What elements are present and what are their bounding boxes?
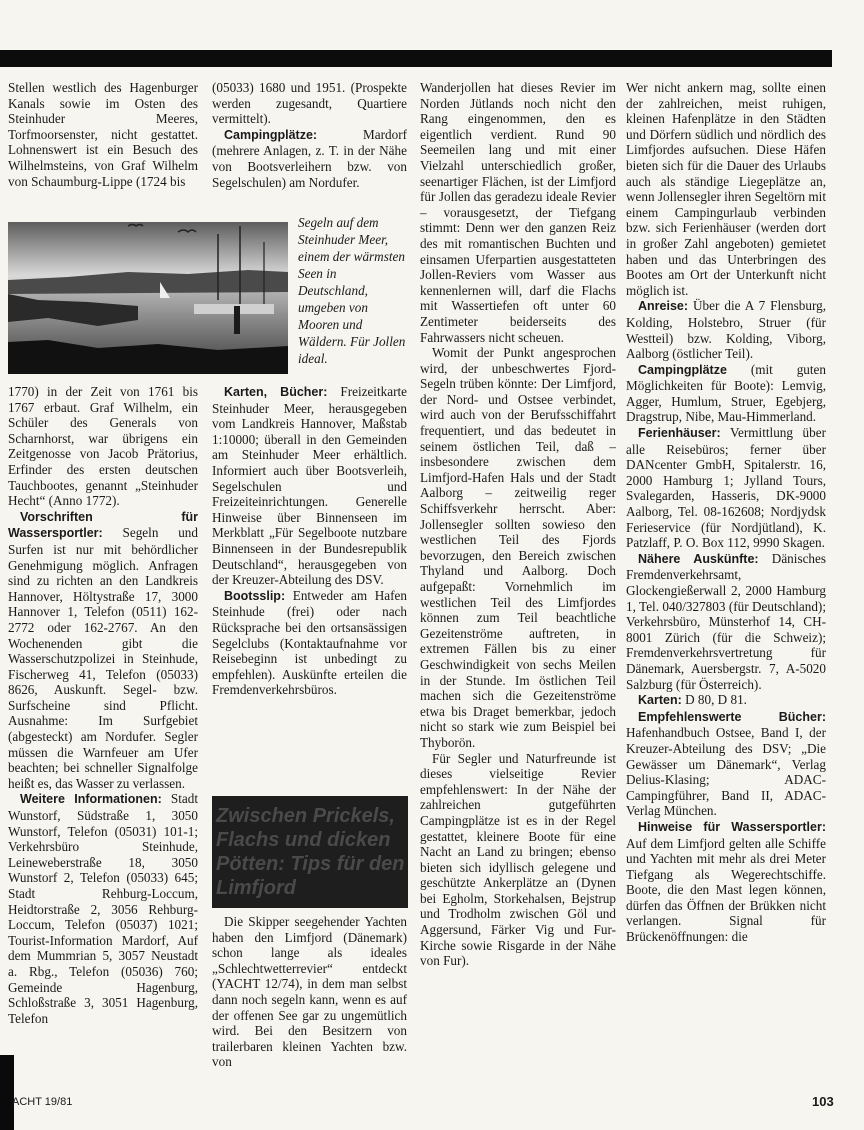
paragraph: Campingplätze: Mardorf (mehrere Anlagen, z. T. in der Nähe von Bootsverleihern bzw. von Segelschulen) am Nordufer. xyxy=(212,126,407,190)
lake-photo xyxy=(8,222,288,374)
paragraph: Wanderjollen hat dieses Revier im Norden Jütlands noch nicht den Rang eingenommen, den es eigentlich verdient. Rund 90 Seemeilen lang und mit einer Vielzahl unterschiedlich großer, seenartiger Flächen, ist der Limfjord für Jollen das geradezu ideale Revier – vorausgesetzt, der Tiefgang stimmt: Denn wer den ganzen Reiz des mit romantischen Buchten und einsamen Uferpartien ausgestatteten Jollen-Reviers vom Wasser aus kennenlernen will, darf die Flachs mit Wassertiefen oft unter 60 Zentimeter beiderseits des Fahrwassers nicht scheuen. xyxy=(420,80,616,345)
column-2-middle xyxy=(212,384,407,698)
paragraph: Weitere Informationen: Stadt Wunstorf, Südstraße 1, 3050 Wunstorf, Telefon (05031) 101-1; Verkehrsbüro Steinhude, Leineweberstraße 18, 3050 Wunstorf 2, Telefon (05033) 645; Stadt Rehburg-Loccum, Heidtorstraße 2, 3056 Rehburg-Loccum, Telefon (05037) 1021; Tourist-Information Mardorf, Auf dem Mummrian 5, 3057 Neustadt a. Rbg., Telefon (05036) 760; Gemeinde Hagenburg, Schloßstraße 3, 3051 Hagenburg, Telefon xyxy=(8,791,198,1026)
paragraph: Womit der Punkt angesprochen wird, der unbeschwertes Fjord-Segeln trüben könnte: Der Limfjord, der Nord- und Ostsee verbindet, wird auch von der Berufsschiffahrt frequentiert, und das bedeutet in seinem östlichen Teil, daß – insbesondere zwischen dem Limfjord-Hafen Hals und der Stadt Aalborg – zeitweilig reger Schiffsverkehr herrscht. Aber: Jollensegler sollten sowieso den westlichen Teil des Fjords bevorzugen, den Bereich zwischen Thyland und Aalborg. Doch aufgepaßt: Vornehmlich im westlichen Teil des Limfjordes können zum Teil beachtliche Gezeitenströme auftreten, in extremen Fällen bis zu einer Geschwindigkeit von sechs Meilen in der Stunde. Im östlichen Teil machen sich die Gezeitenströme etwa bis Draget bemerkbar, jedoch nicht so stark wie zum Beispiel bei Thyborön. xyxy=(420,345,616,750)
paragraph: Ferienhäuser: Vermittlung über alle Reisebüros; ferner über DANcenter GmbH, Spitalerstr. 16, 2000 Hamburg 1; Jylland Tours, Svalegarden, Hasseris, DK-9000 Aalborg, Tel. 08-162608; Nordjydsk Ferieservice (für Nordjütland), K. Patzlaff, P. O. Box 112, 9990 Skagen. xyxy=(626,425,826,551)
paragraph: Vorschriften für Wassersportler: Segeln und Surfen ist nur mit behördlicher Genehmigung möglich. Anfragen sind zu richten an den Landkreis Hannover, Höltystraße 17, 3000 Hannover 1, Telefon (0511) 162-2772 oder 162-2767. An den Wochenenden gibt die Wasserschutzpolizei in Steinhude, Fischerweg 41, Telefon (05033) 8626, Auskunft. Segel- bzw. Surfscheine sind Pflicht. Ausnahme: Im Surfgebiet (abgesteckt) am Nordufer. Segler müssen die Warnfeuer am Ufer beachten; bei schneller Signalfolge heißt es, das Wasser zu verlassen. xyxy=(8,509,198,791)
paragraph: Anreise: Über die A 7 Flensburg, Kolding, Holstebro, Struer (für Westteil) bzw. Kolding, Viborg, Aalborg (östlicher Teil). xyxy=(626,298,826,362)
subhead: Nähere Auskünfte: xyxy=(638,551,759,566)
paragraph: (05033) 1680 und 1951. (Prospekte werden zugesandt, Quartiere vermittelt). xyxy=(212,80,407,127)
subhead: Vorschriften für Wassersportler: xyxy=(8,509,198,541)
paragraph: Bootsslip: Entweder am Hafen Steinhude (frei) oder nach Rücksprache bei den ortsansässigen Segelclubs (Kontaktaufnahme vor Reisebeginn ist unbedingt zu empfehlen). Auskünfte erteilen die Fremdenverkehrsbüros. xyxy=(212,587,407,698)
paragraph: Hinweise für Wassersportler: Auf dem Limfjord gelten alle Schiffe und Yachten mit mehr als drei Meter Tiefgang als Wegerechtschiffe. Boote, die den Mast legen können, dürfen das Öffnen der Brükken nicht verlangen. Signal für Brückenöffnungen: die xyxy=(626,819,826,945)
subhead: Campingplätze: xyxy=(224,127,318,142)
paragraph: Campingplätze (mit guten Möglichkeiten für Boote): Lemvig, Agger, Humlum, Struer, Egebjerg, Dragstrup, Nibe, Mau-Himmerland. xyxy=(626,361,826,425)
subhead: Weitere Informationen: xyxy=(20,792,162,807)
column-2-top xyxy=(212,80,407,190)
paragraph: Nähere Auskünfte: Dänisches Fremdenverkehrsamt, Glockengießerwall 2, 2000 Hamburg 1, Tel. 040/327803 (für Deutschland); Verkehrsbüro, Münsterhof 14, CH-8001 Zürich (für die Schweiz); Fremdenverkehrsvertretung für Dänemark, Auersbergstr. 7, A-5020 Salzburg (für Österreich). xyxy=(626,550,827,692)
subhead: Karten: xyxy=(638,693,682,708)
top-rule xyxy=(0,50,832,67)
page-number: 103 xyxy=(812,1094,834,1109)
paragraph: Wer nicht ankern mag, sollte einen der zahlreichen, meist ruhigen, kleinen Hafenplätze in den Städten und Dörfern südlich und nördlich des Limfjordes aufsuchen. Diese Häfen bieten sich für die Dauer des Urlaubs auch als ständige Liegeplätze an, wenn Jollensegler ihren Segeltörn mit einem Campingurlaub verbinden bzw. sich Ferienhäuser (werden dort in großer Zahl angeboten) gemietet haben und das Unterbringen des Bootes am Ort der Unterkunft nicht möglich ist. xyxy=(626,80,826,298)
headline-box xyxy=(212,796,408,908)
paragraph: Karten, Bücher: Freizeitkarte Steinhuder Meer, herausgegeben vom Landkreis Hannover, Maßstab 1:10000; überall in den Gemeinden am Steinhuder Meer erhältlich. Informiert auch über Bootsverleih, Segelschulen und Freizeiteinrichtungen. Generelle Hinweise über Binnenseen im Merkblatt „Für Segelboote nutzbare Binnenseen in der Bundesrepublik Deutschland“, herausgegeben von der Kreuzer-Abteilung des DSV. xyxy=(212,384,407,588)
column-1-top xyxy=(8,80,198,189)
subhead: Ferienhäuser: xyxy=(638,426,721,441)
paragraph: 1770) in der Zeit von 1761 bis 1767 erbaut. Graf Wilhelm, ein Schüler des Generals von Scharnhorst, war übrigens ein Zeitgenosse von Jacob Prätorius, Erfinder des ersten deutschen Tauchbootes, genannt „Steinhuder Hecht“ (Anno 1772). xyxy=(8,384,198,509)
photo-caption: Segeln auf dem Steinhuder Meer, einem der wärmsten Seen in Deutschland, umgeben von Mooren und Wäldern. Für Jollen ideal. xyxy=(298,215,406,366)
column-1-bottom xyxy=(8,384,198,1026)
paragraph: Empfehlenswerte Bücher: Hafenhandbuch Ostsee, Band I, der Kreuzer-Abteilung des DSV; „Die Gewässer um Dänemark“, Verlag Delius-Klasing; ADAC-Campingführer, Band II, ADAC-Verlag München. xyxy=(626,709,826,819)
subhead: Campingplätze xyxy=(638,362,727,377)
footer-issue: ACHT 19/81 xyxy=(12,1096,73,1108)
paragraph: Karten: D 80, D 81. xyxy=(638,692,747,708)
column-3 xyxy=(420,80,616,969)
subhead: Karten, Bücher: xyxy=(224,385,328,399)
subhead: Hinweise für Wassersportler: xyxy=(638,819,826,834)
subhead: Empfehlenswerte Bücher: xyxy=(638,709,826,724)
page-edge-shadow xyxy=(0,1055,14,1130)
article-headline: Zwischen Prickels, Flachs und dicken Pötten: Tips für den Limfjord xyxy=(216,805,405,899)
subhead: Anreise: xyxy=(638,299,689,314)
column-4 xyxy=(626,80,826,945)
column-2-bottom xyxy=(212,914,407,1070)
paragraph: Die Skipper seegehender Yachten haben den Limfjord (Dänemark) schon lange als ideales „Schlechtwetterrevier“ entdeckt (YACHT 12/74), in dem man selbst dann noch segeln kann, wenn es auf der offenen See gar zu ungemütlich wird. Bei den Besitzern von trailerbaren kleinen Yachten bzw. von xyxy=(212,914,407,1070)
paragraph: Für Segler und Naturfreunde ist dieses vielseitige Revier empfehlenswert: In der Nähe der zahlreichen gutgeführten Campingplätze ist es in der Regel gestattet, kleinere Boote für eine Nacht an Land zu bringen; ebenso bieten sich idyllisch gelegene und geschützte Ankerplätze an (Dynen bei Egholm, Storkehalsen, Bejstrup und Trodholm zwischen Göl und Aggersund, Färker Vig und Fur-Kirche sowie Risgarde in der Nähe von Fur). xyxy=(420,750,616,969)
subhead: Bootsslip: xyxy=(224,588,286,603)
paragraph: Stellen westlich des Hagenburger Kanals sowie im Osten des Steinhuder Meeres, Torfmoorsenster, nicht gestattet. Lohnenswert ist ein Besuch des Wilhelmsteins, von Graf Wilhelm von Schaumburg-Lippe (1724 bis xyxy=(8,80,198,189)
